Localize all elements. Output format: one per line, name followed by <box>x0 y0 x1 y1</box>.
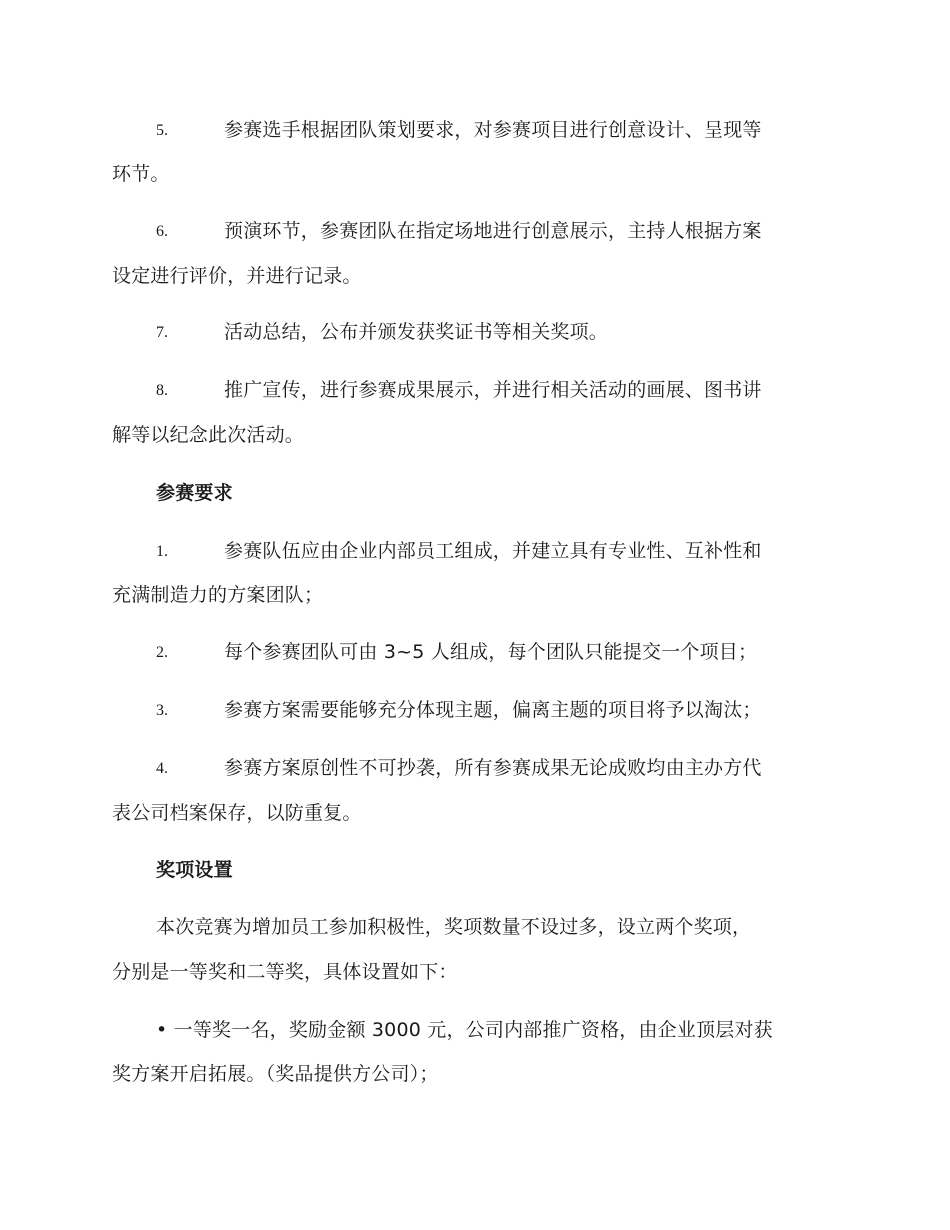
list-number: 4. <box>156 760 168 777</box>
list-item-text-continued: 表公司档案保存，以防重复。 <box>112 802 362 824</box>
award-item-text: • 一等奖一名，奖励金额 3000 元，公司内部推广资格，由企业顶层对获 <box>156 1019 773 1041</box>
list-item-text: 活动总结，公布并颁发获奖证书等相关奖项。 <box>224 321 609 343</box>
list-number: 6. <box>156 223 168 240</box>
list-item-text: 参赛方案需要能够充分体现主题，偏离主题的项目将予以淘汰； <box>224 699 762 721</box>
list-item-text: 每个参赛团队可由 3~5 人组成，每个团队只能提交一个项目； <box>224 641 758 663</box>
list-number: 5. <box>156 122 168 139</box>
list-item-text: 参赛队伍应由企业内部员工组成，并建立具有专业性、互补性和 <box>224 540 762 562</box>
awards-intro-text: 本次竞赛为增加员工参加积极性，奖项数量不设过多，设立两个奖项， <box>156 916 752 938</box>
section-heading-awards: 奖项设置 <box>156 859 233 881</box>
award-item-text-continued: 奖方案开启拓展。（奖品提供方公司）； <box>112 1063 439 1085</box>
list-item-text-continued: 解等以纪念此次活动。 <box>112 424 305 446</box>
list-item-text: 参赛方案原创性不可抄袭，所有参赛成果无论成败均由主办方代 <box>224 757 762 779</box>
list-item-text-continued: 设定进行评价，并进行记录。 <box>112 265 362 287</box>
list-number: 3. <box>156 702 168 719</box>
list-item-text-continued: 充满制造力的方案团队； <box>112 584 324 606</box>
list-item-text: 预演环节，参赛团队在指定场地进行创意展示，主持人根据方案 <box>224 220 762 242</box>
list-number: 7. <box>156 324 168 341</box>
list-number: 8. <box>156 382 168 399</box>
list-item-text: 参赛选手根据团队策划要求，对参赛项目进行创意设计、呈现等 <box>224 119 762 141</box>
awards-intro-text-continued: 分别是一等奖和二等奖，具体设置如下： <box>112 961 458 983</box>
section-heading-requirements: 参赛要求 <box>156 482 233 504</box>
list-item-text-continued: 环节。 <box>112 163 170 185</box>
list-number: 2. <box>156 644 168 661</box>
list-number: 1. <box>156 543 168 560</box>
list-item-text: 推广宣传，进行参赛成果展示，并进行相关活动的画展、图书讲 <box>224 379 762 401</box>
